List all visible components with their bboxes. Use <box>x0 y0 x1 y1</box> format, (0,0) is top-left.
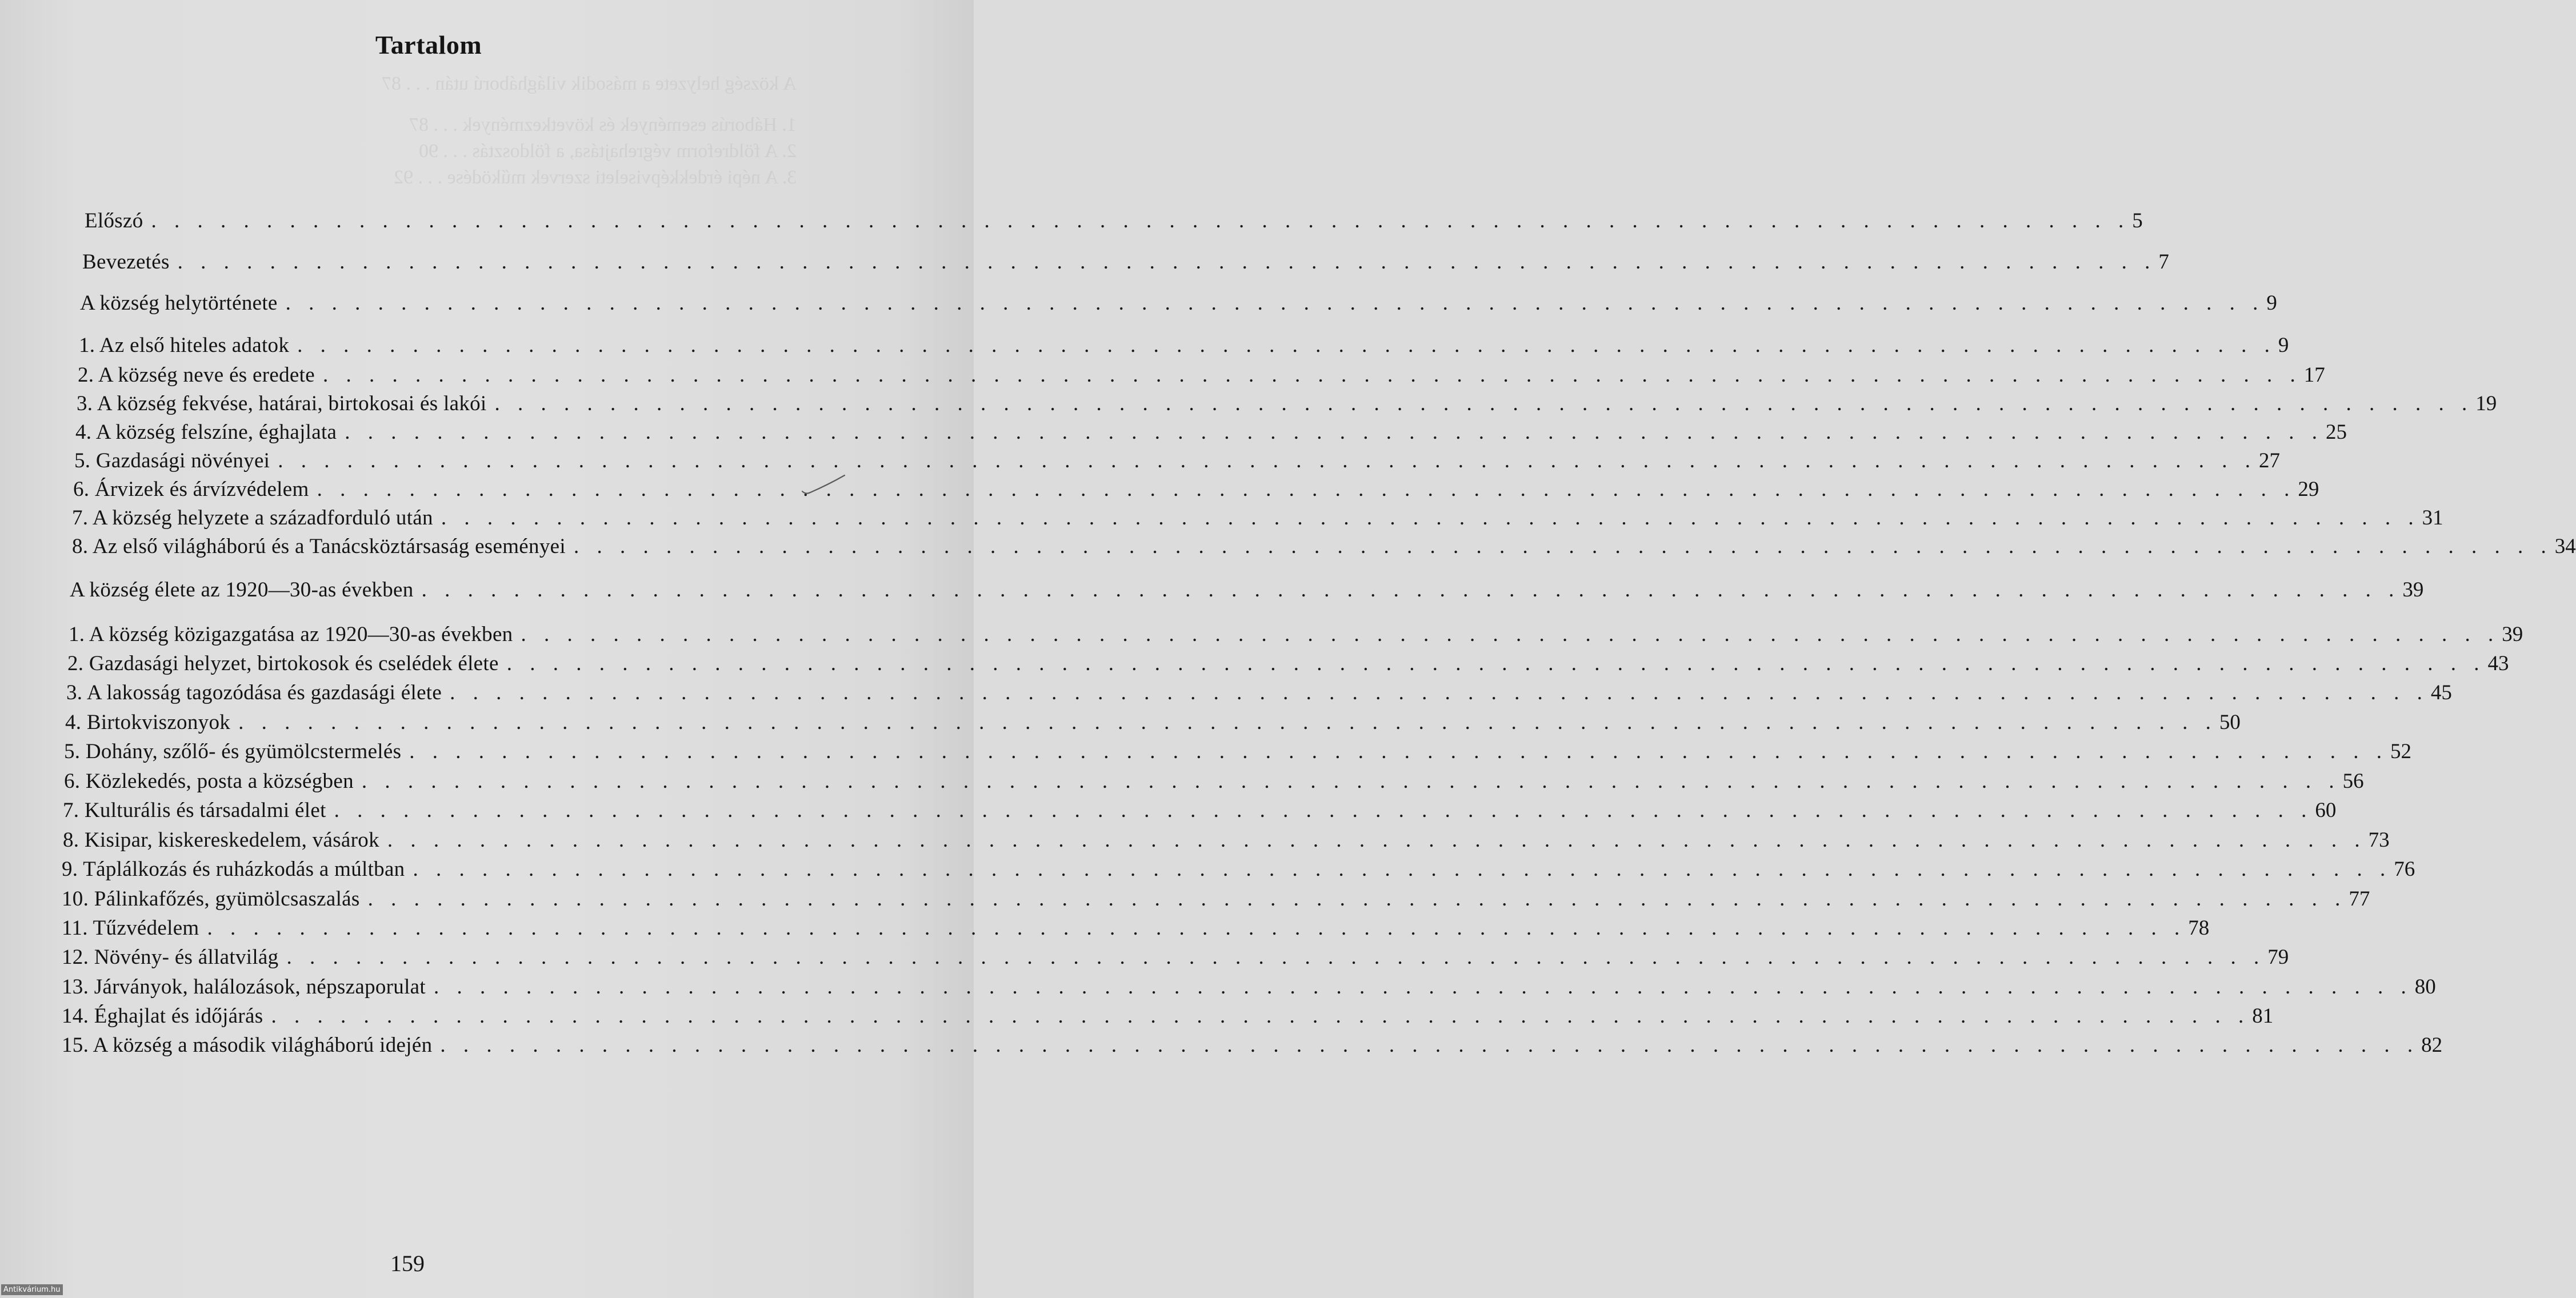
toc-entry <box>63 828 2390 853</box>
toc-entry-label: 15. A község a második világháború idején <box>62 1033 433 1057</box>
toc-entry-page: 79 <box>2267 946 2289 969</box>
toc-entry-page: 43 <box>2487 652 2509 675</box>
leader-dots: . . . . . . . . . . . . . . . . . . . . . . . . . . . . . . . . . . . . . . . . . . . . . . . . . . . . . . . . . . . . . . . . . . . . . . . . . . . . . . . . . . . . . . <box>450 681 2429 704</box>
toc-entry-page: 73 <box>2368 828 2390 852</box>
toc-entry <box>77 391 2497 416</box>
toc-entry <box>66 680 2452 706</box>
toc-entry-label: 7. A község helyzete a századforduló után <box>72 506 433 530</box>
toc-entry-label: Előszó <box>85 209 143 233</box>
leader-dots: . . . . . . . . . . . . . . . . . . . . . . . . . . . . . . . . . . . . . . . . . . . . . . . . . . . . . . . . . . . . . . . . . . . . . . . . . . . . . . . . . . . . . . <box>278 449 2257 472</box>
toc-entry <box>73 477 2319 502</box>
toc-entry-label: 1. A község közigazgatása az 1920—30-as években <box>69 623 513 646</box>
leader-dots: . . . . . . . . . . . . . . . . . . . . . . . . . . . . . . . . . . . . . . . . . . . . . . . . . . . . . . . . . . . . . . . . . . . . . . . . . . . . . . . . . . . . . . <box>367 887 2347 911</box>
leader-dots: . . . . . . . . . . . . . . . . . . . . . . . . . . . . . . . . . . . . . . . . . . . . . . . . . . . . . . . . . . . . . . . . . . . . . . . . . . . . . . . . . . . . . . <box>506 652 2486 675</box>
toc-entry-page: 45 <box>2430 681 2452 704</box>
toc-entry-page: 81 <box>2252 1004 2274 1028</box>
toc-entry-label: 1. Az első hiteles adatok <box>79 334 290 357</box>
leader-dots: . . . . . . . . . . . . . . . . . . . . . . . . . . . . . . . . . . . . . . . . . . . . . . . . . . . . . . . . . . . . . . . . . . . . . . . . . . . . . . . . . . . . . . <box>345 420 2324 444</box>
toc-entry-page: 9 <box>2278 334 2289 357</box>
book-page: A község helyzete a második világháború után . . . 87 1. Háborús események és következmények . . . 87 2. A földreform végrehajtása, a földosztás . . . 90 3. A népi érdekképviseleti szervek működése . . . 92 Tartalom Előszó . . . . . . . . . . . . . . . . . . . . . . . . . . . . . . . . . . . . . . . . . . . . . . . . . . . . . . . . . . . . . . . . . . . . . . . . . . . . . . . . . . . . . . 5 Bevezetés . . . . . . . . . . . . . . . . . . . . . . . . . . . . . . . . . . . . . . . . . . . . . . . . . . . . . . . . . . . . . . . . . . . . . . . . . . . . . . . . . . . . . . 7 A község helytörténete . . . . . . . . . . . . . . . . . . . . . . . . . . . . . . . . . . . . . . . . . . . . . . . . . . . . . . . . . . . . . . . . . . . . . . . . . . . . . . . . . . . . . . 9 1. Az első hiteles adatok . . . . . . . . . . . . . . . . . . . . . . . . . . . . . . . . . . . . . . . . . . . . . . . . . . . . . . . . . . . . . . . . . . . . . . . . . . . . . . . . . . . . . . 9 2. A község neve és eredete . . . . . . . . . . . . . . . . . . . . . . . . . . . . . . . . . . . . . . . . . . . . . . . . . . . . . . . . . . . . . . . . . . . . . . . . . . . . . . . . . . . . . . 17 3. A község fekvése, határai, birtokosai és lakói . . . . . . . . . . . . . . . . . . . . . . . . . . . . . . . . . . . . . . . . . . . . . . . . . . . . . . . . . . . . . . . . . . . . . . . . . . . . . . . . . . . . . . 19 4. A község felszíne, éghajlata . . . . . . . . . . . . . . . . . . . . . . . . . . . . . . . . . . . . . . . . . . . . . . . . . . . . . . . . . . . . . . . . . . . . . . . . . . . . . . . . . . . . . . 25 5. Gazdasági növényei . . . . . . . . . . . . . . . . . . . . . . . . . . . . . . . . . . . . . . . . . . . . . . . . . . . . . . . . . . . . . . . . . . . . . . . . . . . . . . . . . . . . . . 27 6. Árvizek és árvízvédelem . . . . . . . . . . . . . . . . . . . . . . . . . . . . . . . . . . . . . . . . . . . . . . . . . . . . . . . . . . . . . . . . . . . . . . . . . . . . . . . . . . . . . . 29 7. A község helyzete a századforduló után . . . . . . . . . . . . . . . . . . . . . . . . . . . . . . . . . . . . . . . . . . . . . . . . . . . . . . . . . . . . . . . . . . . . . . . . . . . . . . . . . . . . . . 31 8. Az első világháború és a Tanácsköztársaság eseményei . . . . . . . . . . . . . . . . . . . . . . . . . . . . . . . . . . . . . . . . . . . . . . . . . . . . . . . . . . . . . . . . . . . . . . . . . . . . . . . . . . . . . . 34 A község élete az 1920—30-as években . . . . . . . . . . . . . . . . . . . . . . . . . . . . . . . . . . . . . . . . . . . . . . . . . . . . . . . . . . . . . . . . . . . . . . . . . . . . . . . . . . . . . . 39 1. A község közigazgatása az 1920—30-as években . . . . . . . . . . . . . . . . . . . . . . . . . . . . . . . . . . . . . . . . . . . . . . . . . . . . . . . . . . . . . . . . . . . . . . . . . . . . . . . . . . . . . . 39 2. Gazdasági helyzet, birtokosok és cselédek élete . . . . . . . . . . . . . . . . . . . . . . . . . . . . . . . . . . . . . . . . . . . . . . . . . . . . . . . . . . . . . . . . . . . . . . . . . . . . . . . . . . . . . . 43 3. A lakosság tagozódása és gazdasági élete . . . . . . . . . . . . . . . . . . . . . . . . . . . . . . . . . . . . . . . . . . . . . . . . . . . . . . . . . . . . . . . . . . . . . . . . . . . . . . . . . . . . . . 45 4. Birtokviszonyok . . . . . . . . . . . . . . . . . . . . . . . . . . . . . . . . . . . . . . . . . . . . . . . . . . . . . . . . . . . . . . . . . . . . . . . . . . . . . . . . . . . . . . 50 5. Dohány, szőlő- és gyümölcstermelés . . . . . . . . . . . . . . . . . . . . . . . . . . . . . . . . . . . . . . . . . . . . . . . . . . . . . . . . . . . . . . . . . . . . . . . . . . . . . . . . . . . . . . 52 6. Közlekedés, posta a községben . . . . . . . . . . . . . . . . . . . . . . . . . . . . . . . . . . . . . . . . . . . . . . . . . . . . . . . . . . . . . . . . . . . . . . . . . . . . . . . . . . . . . . 56 7. Kulturális és társadalmi élet . . . . . . . . . . . . . . . . . . . . . . . . . . . . . . . . . . . . . . . . . . . . . . . . . . . . . . . . . . . . . . . . . . . . . . . . . . . . . . . . . . . . . . 60 8. Kisipar, kiskereskedelem, vásárok . . . . . . . . . . . . . . . . . . . . . . . . . . . . . . . . . . . . . . . . . . . . . . . . . . . . . . . . . . . . . . . . . . . . . . . . . . . . . . . . . . . . . . 73 9. Táplálkozás és ruházkodás a múltban . . . . . . . . . . . . . . . . . . . . . . . . . . . . . . . . . . . . . . . . . . . . . . . . . . . . . . . . . . . . . . . . . . . . . . . . . . . . . . . . . . . . . . 76 10. Pálinkafőzés, gyümölcsaszalás . . . . . . . . . . . . . . . . . . . . . . . . . . . . . . . . . . . . . . . . . . . . . . . . . . . . . . . . . . . . . . . . . . . . . . . . . . . . . . . . . . . . . . 77 11. Tűzvédelem . . . . . . . . . . . . . . . . . . . . . . . . . . . . . . . . . . . . . . . . . . . . . . . . . . . . . . . . . . . . . . . . . . . . . . . . . . . . . . . . . . . . . . 78 12. Növény- és állatvilág . . . . . . . . . . . . . . . . . . . . . . . . . . . . . . . . . . . . . . . . . . . . . . . . . . . . . . . . . . . . . . . . . . . . . . . . . . . . . . . . . . . . . . 79 13. Járványok, halálozások, népszaporulat . . . . . . . . . . . . . . . . . . . . . . . . . . . . . . . . . . . . . . . . . . . . . . . . . . . . . . . . . . . . . . . . . . . . . . . . . . . . . . . . . . . . . . 80 14. Éghajlat és időjárás . . . . . . . . . . . . . . . . . . . . . . . . . . . . . . . . . . . . . . . . . . . . . . . . . . . . . . . . . . . . . . . . . . . . . . . . . . . . . . . . . . . . . . 81 15. A község a második világháború idején . . . . . . . . . . . . . . . . . . . . . . . . . . . . . . . . . . . . . . . . . . . . . . . . . . . . . . . . . . . . . . . . . . . . . . . . . . . . . . . . . . . . . . 82 159 Antikvárium.hu <box>0 0 974 1298</box>
leader-dots: . . . . . . . . . . . . . . . . . . . . . . . . . . . . . . . . . . . . . . . . . . . . . . . . . . . . . . . . . . . . . . . . . . . . . . . . . . . . . . . . . . . . . . <box>317 478 2296 501</box>
toc-entry <box>62 945 2289 970</box>
leader-dots: . . . . . . . . . . . . . . . . . . . . . . . . . . . . . . . . . . . . . . . . . . . . . . . . . . . . . . . . . . . . . . . . . . . . . . . . . . . . . . . . . . . . . . <box>433 975 2413 999</box>
toc-entry-page: 52 <box>2390 740 2412 763</box>
toc-entry-label: 5. Gazdasági növényei <box>74 449 270 472</box>
toc-entry <box>74 448 2281 474</box>
leader-dots: . . . . . . . . . . . . . . . . . . . . . . . . . . . . . . . . . . . . . . . . . . . . . . . . . . . . . . . . . . . . . . . . . . . . . . . . . . . . . . . . . . . . . . <box>207 916 2186 940</box>
toc-entry-page: 80 <box>2414 975 2436 999</box>
toc-entry-page: 50 <box>2219 711 2241 734</box>
leader-dots: . . . . . . . . . . . . . . . . . . . . . . . . . . . . . . . . . . . . . . . . . . . . . . . . . . . . . . . . . . . . . . . . . . . . . . . . . . . . . . . . . . . . . . <box>494 392 2474 415</box>
leader-dots: . . . . . . . . . . . . . . . . . . . . . . . . . . . . . . . . . . . . . . . . . . . . . . . . . . . . . . . . . . . . . . . . . . . . . . . . . . . . . . . . . . . . . . <box>387 828 2366 852</box>
toc-entry <box>65 710 2241 735</box>
watermark: Antikvárium.hu <box>1 1284 63 1295</box>
toc-entry-label: 2. Gazdasági helyzet, birtokosok és cselédek élete <box>67 652 499 675</box>
toc-entry-label: Bevezetés <box>82 250 170 274</box>
leader-dots: . . . . . . . . . . . . . . . . . . . . . . . . . . . . . . . . . . . . . . . . . . . . . . . . . . . . . . . . . . . . . . . . . . . . . . . . . . . . . . . . . . . . . . <box>361 770 2341 793</box>
leader-dots: . . . . . . . . . . . . . . . . . . . . . . . . . . . . . . . . . . . . . . . . . . . . . . . . . . . . . . . . . . . . . . . . . . . . . . . . . . . . . . . . . . . . . . <box>285 291 2265 315</box>
toc-entry <box>70 578 2424 603</box>
toc-entry <box>78 363 2325 388</box>
leader-dots: . . . . . . . . . . . . . . . . . . . . . . . . . . . . . . . . . . . . . . . . . . . . . . . . . . . . . . . . . . . . . . . . . . . . . . . . . . . . . . . . . . . . . . <box>238 711 2217 734</box>
leader-dots: . . . . . . . . . . . . . . . . . . . . . . . . . . . . . . . . . . . . . . . . . . . . . . . . . . . . . . . . . . . . . . . . . . . . . . . . . . . . . . . . . . . . . . <box>440 1033 2419 1057</box>
leader-dots: . . . . . . . . . . . . . . . . . . . . . . . . . . . . . . . . . . . . . . . . . . . . . . . . . . . . . . . . . . . . . . . . . . . . . . . . . . . . . . . . . . . . . . <box>322 363 2302 387</box>
leader-dots: . . . . . . . . . . . . . . . . . . . . . . . . . . . . . . . . . . . . . . . . . . . . . . . . . . . . . . . . . . . . . . . . . . . . . . . . . . . . . . . . . . . . . . <box>297 334 2276 357</box>
toc-entry-label: 4. Birtokviszonyok <box>65 711 231 734</box>
toc-entry <box>62 975 2436 1000</box>
leader-dots: . . . . . . . . . . . . . . . . . . . . . . . . . . . . . . . . . . . . . . . . . . . . . . . . . . . . . . . . . . . . . . . . . . . . . . . . . . . . . . . . . . . . . . <box>421 578 2401 602</box>
toc-entry <box>63 798 2337 823</box>
toc-entry-label: 8. Kisipar, kiskereskedelem, vásárok <box>63 828 379 852</box>
toc-entry-page: 17 <box>2303 363 2325 387</box>
toc-entry <box>64 769 2364 794</box>
toc-entry-label: 12. Növény- és állatvilág <box>62 946 279 969</box>
toc-entry-page: 9 <box>2266 291 2277 315</box>
toc-entry-page: 60 <box>2315 799 2337 822</box>
toc-entry <box>67 651 2509 676</box>
toc-entry-page: 77 <box>2349 887 2370 911</box>
toc-entry-label: 7. Kulturális és társadalmi élet <box>63 799 326 822</box>
toc-entry-label: 3. A község fekvése, határai, birtokosai és lakói <box>77 392 487 415</box>
leader-dots: . . . . . . . . . . . . . . . . . . . . . . . . . . . . . . . . . . . . . . . . . . . . . . . . . . . . . . . . . . . . . . . . . . . . . . . . . . . . . . . . . . . . . . <box>521 623 2500 646</box>
toc-entry <box>62 1004 2274 1029</box>
pencil-check-mark <box>800 472 857 500</box>
leader-dots: . . . . . . . . . . . . . . . . . . . . . . . . . . . . . . . . . . . . . . . . . . . . . . . . . . . . . . . . . . . . . . . . . . . . . . . . . . . . . . . . . . . . . . <box>441 506 2420 530</box>
page-title: Tartalom <box>375 30 482 59</box>
toc-entry <box>62 857 2415 882</box>
leader-dots: . . . . . . . . . . . . . . . . . . . . . . . . . . . . . . . . . . . . . . . . . . . . . . . . . . . . . . . . . . . . . . . . . . . . . . . . . . . . . . . . . . . . . . <box>286 946 2266 969</box>
leader-dots: . . . . . . . . . . . . . . . . . . . . . . . . . . . . . . . . . . . . . . . . . . . . . . . . . . . . . . . . . . . . . . . . . . . . . . . . . . . . . . . . . . . . . . <box>151 209 2130 233</box>
toc-entry <box>82 250 2169 275</box>
leader-dots: . . . . . . . . . . . . . . . . . . . . . . . . . . . . . . . . . . . . . . . . . . . . . . . . . . . . . . . . . . . . . . . . . . . . . . . . . . . . . . . . . . . . . . <box>413 858 2392 881</box>
toc-entry-page: 78 <box>2188 916 2210 940</box>
toc-entry-label: 6. Árvizek és árvízvédelem <box>73 478 309 501</box>
toc-entry-page: 76 <box>2394 858 2415 881</box>
leader-dots: . . . . . . . . . . . . . . . . . . . . . . . . . . . . . . . . . . . . . . . . . . . . . . . . . . . . . . . . . . . . . . . . . . . . . . . . . . . . . . . . . . . . . . <box>334 799 2313 822</box>
toc-entry <box>64 739 2412 764</box>
toc-entry <box>72 506 2443 531</box>
toc-entry <box>69 622 2523 647</box>
toc-entry-page: 39 <box>2502 623 2523 646</box>
toc-entry-page: 25 <box>2326 420 2347 444</box>
leader-dots: . . . . . . . . . . . . . . . . . . . . . . . . . . . . . . . . . . . . . . . . . . . . . . . . . . . . . . . . . . . . . . . . . . . . . . . . . . . . . . . . . . . . . . <box>573 535 2553 558</box>
toc-entry-label: 4. A község felszíne, éghajlata <box>75 420 337 444</box>
toc-entry-label: 14. Éghajlat és időjárás <box>62 1004 263 1028</box>
leader-dots: . . . . . . . . . . . . . . . . . . . . . . . . . . . . . . . . . . . . . . . . . . . . . . . . . . . . . . . . . . . . . . . . . . . . . . . . . . . . . . . . . . . . . . <box>177 250 2157 274</box>
toc-entry <box>75 420 2347 445</box>
toc-entry-label: 6. Közlekedés, posta a községben <box>64 770 354 793</box>
toc-entry <box>79 333 2289 358</box>
leader-dots: . . . . . . . . . . . . . . . . . . . . . . . . . . . . . . . . . . . . . . . . . . . . . . . . . . . . . . . . . . . . . . . . . . . . . . . . . . . . . . . . . . . . . . <box>271 1004 2250 1028</box>
toc-entry <box>62 916 2210 941</box>
toc-entry-label: 3. A lakosság tagozódása és gazdasági élete <box>66 681 442 704</box>
toc-entry-page: 56 <box>2342 770 2364 793</box>
toc-entry-page: 7 <box>2158 250 2169 274</box>
toc-entry-page: 34 <box>2554 535 2576 558</box>
page-number: 159 <box>390 1251 425 1276</box>
toc-entry-label: 10. Pálinkafőzés, gyümölcsaszalás <box>62 887 360 911</box>
toc-entry-label: 8. Az első világháború és a Tanácsköztársaság eseményei <box>72 535 566 558</box>
toc-entry <box>62 887 2370 912</box>
toc-entry <box>85 209 2143 234</box>
toc-entry <box>80 291 2277 316</box>
toc-entry-page: 5 <box>2132 209 2143 233</box>
toc-entry-label: 5. Dohány, szőlő- és gyümölcstermelés <box>64 740 402 763</box>
toc-entry-label: 9. Táplálkozás és ruházkodás a múltban <box>62 858 405 881</box>
toc-entry-label: A község helytörténete <box>80 291 278 315</box>
toc-entry <box>72 534 2576 559</box>
toc-entry-page: 82 <box>2421 1033 2443 1057</box>
toc-entry-label: 13. Járványok, halálozások, népszaporulat <box>62 975 426 999</box>
toc-entry-label: 2. A község neve és eredete <box>78 363 315 387</box>
toc-entry-page: 29 <box>2298 478 2319 501</box>
toc-entry-page: 27 <box>2259 449 2281 472</box>
toc-entry-page: 19 <box>2475 392 2497 415</box>
toc-entry-label: 11. Tűzvédelem <box>62 916 199 940</box>
toc-entry-page: 39 <box>2402 578 2424 602</box>
toc-entry-page: 31 <box>2422 506 2443 530</box>
toc-entry-label: A község élete az 1920—30-as években <box>70 578 414 602</box>
toc-entry <box>62 1033 2443 1058</box>
leader-dots: . . . . . . . . . . . . . . . . . . . . . . . . . . . . . . . . . . . . . . . . . . . . . . . . . . . . . . . . . . . . . . . . . . . . . . . . . . . . . . . . . . . . . . <box>409 740 2389 763</box>
